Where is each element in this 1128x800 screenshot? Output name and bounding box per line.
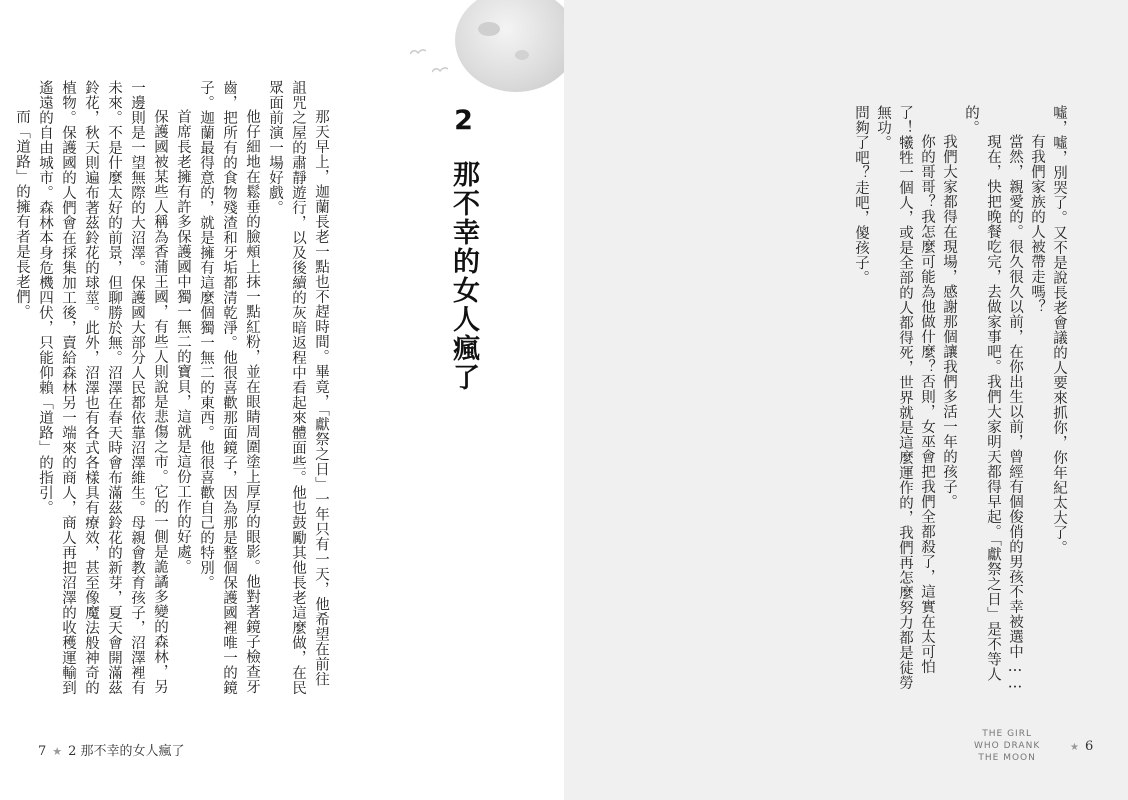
paragraph: 你的哥哥？我怎麼可能為他做什麼？否則，女巫會把我們全都殺了，這實在太可怕了！犧牲一個人，或是全部的人都得死，世界就是這麼運作的，我們再怎麼努力都是徒勞無功。 (875, 105, 935, 690)
moon-crater (478, 22, 500, 36)
moon-illustration (455, 0, 564, 92)
paragraph: 我們大家都得在現場，感謝那個讓我們多活一年的孩子。 (941, 134, 957, 509)
paragraph: 首席長老擁有許多保護國中獨一無二的寶貝，這就是這份工作的好處。 (175, 109, 191, 574)
paragraph: 他仔細地在鬆垂的臉頰上抹一點紅粉，並在眼睛周圍塗上厚厚的眼影。他對著鏡子檢查牙齒，把所有的食物殘渣和牙垢都清乾淨。他很喜歡那面鏡子，因為那是整個保護國裡唯一的鏡子。迦蘭最得意的，就是擁有這麼個獨一無二的東西。他很喜歡自己的特別。 (198, 80, 260, 695)
page-number: 6 (1085, 739, 1094, 754)
paragraph: 那天早上，迦蘭長老一點也不趕時間。畢竟，「獻祭之日」一年只有一天，他希望在前往詛咒之屋的肅靜遊行，以及後續的灰暗返程中看起來體面些。他也鼓勵其他長老這麼做，在民眾面前演一場好戲。 (267, 80, 329, 695)
book-title-footer (974, 728, 1040, 764)
left-footer (38, 740, 185, 759)
book-title-line: THE GIRL (982, 729, 1032, 739)
bird-icon (432, 66, 448, 74)
paragraph: 當然，親愛的。很久很久以前，在你出生以前，曾經有個俊俏的男孩不幸被選中…… (1007, 134, 1023, 692)
star-icon: ★ (1070, 742, 1079, 753)
paragraph: 噓，噓，別哭了。又不是說長老會議的人要來抓你，你年紀太大了。 (1051, 105, 1067, 555)
book-title-line: THE MOON (978, 753, 1036, 763)
paragraph: 有我們家族的人被帶走嗎？ (1029, 134, 1045, 314)
moon-crater (515, 50, 529, 60)
chapter-number: 2 (448, 105, 479, 138)
star-icon: ★ (52, 745, 63, 758)
paragraph: 現在，快把晚餐吃完，去做家事吧。我們大家明天都得早起。「獻祭之日」是不等人的。 (963, 105, 1001, 682)
chapter-title (444, 105, 483, 392)
book-title-line: WHO DRANK (974, 741, 1041, 751)
paragraph: 保護國被某些人稱為香蒲王國，有些人則說是悲傷之市。它的一側是詭譎多變的森林，另一邊則是一望無際的大沼澤。保護國大部分人民都依靠沼澤維生。母親會教育孩子，沼澤裡有未來。不是什麼太好的前景，但聊勝於無。沼澤在春天時會布滿茲鈴花的新芽，夏天會開滿茲鈴花，秋天則遍布著茲鈴花的球莖。此外，沼澤也有各式各樣具有療效，甚至像魔法般神奇的植物。保護國的人們會在採集加工後，賣給森林另一端來的商人，商人再把沼澤的收穫運輸到遙遠的自由城市。森林本身危機四伏，只能仰賴「道路」的指引。 (37, 80, 168, 695)
page-number: 7 (38, 744, 47, 759)
bird-icon (410, 48, 426, 56)
right-body-text (850, 105, 1070, 695)
running-title: 2 那不幸的女人瘋了 (68, 744, 185, 759)
chapter-title-text: 那不幸的女人瘋了 (448, 160, 479, 392)
paragraph: 而「道路」的擁有者是長老們。 (14, 109, 30, 319)
left-body-text (10, 80, 332, 700)
paragraph: 問夠了吧？走吧，傻孩子。 (853, 105, 869, 285)
